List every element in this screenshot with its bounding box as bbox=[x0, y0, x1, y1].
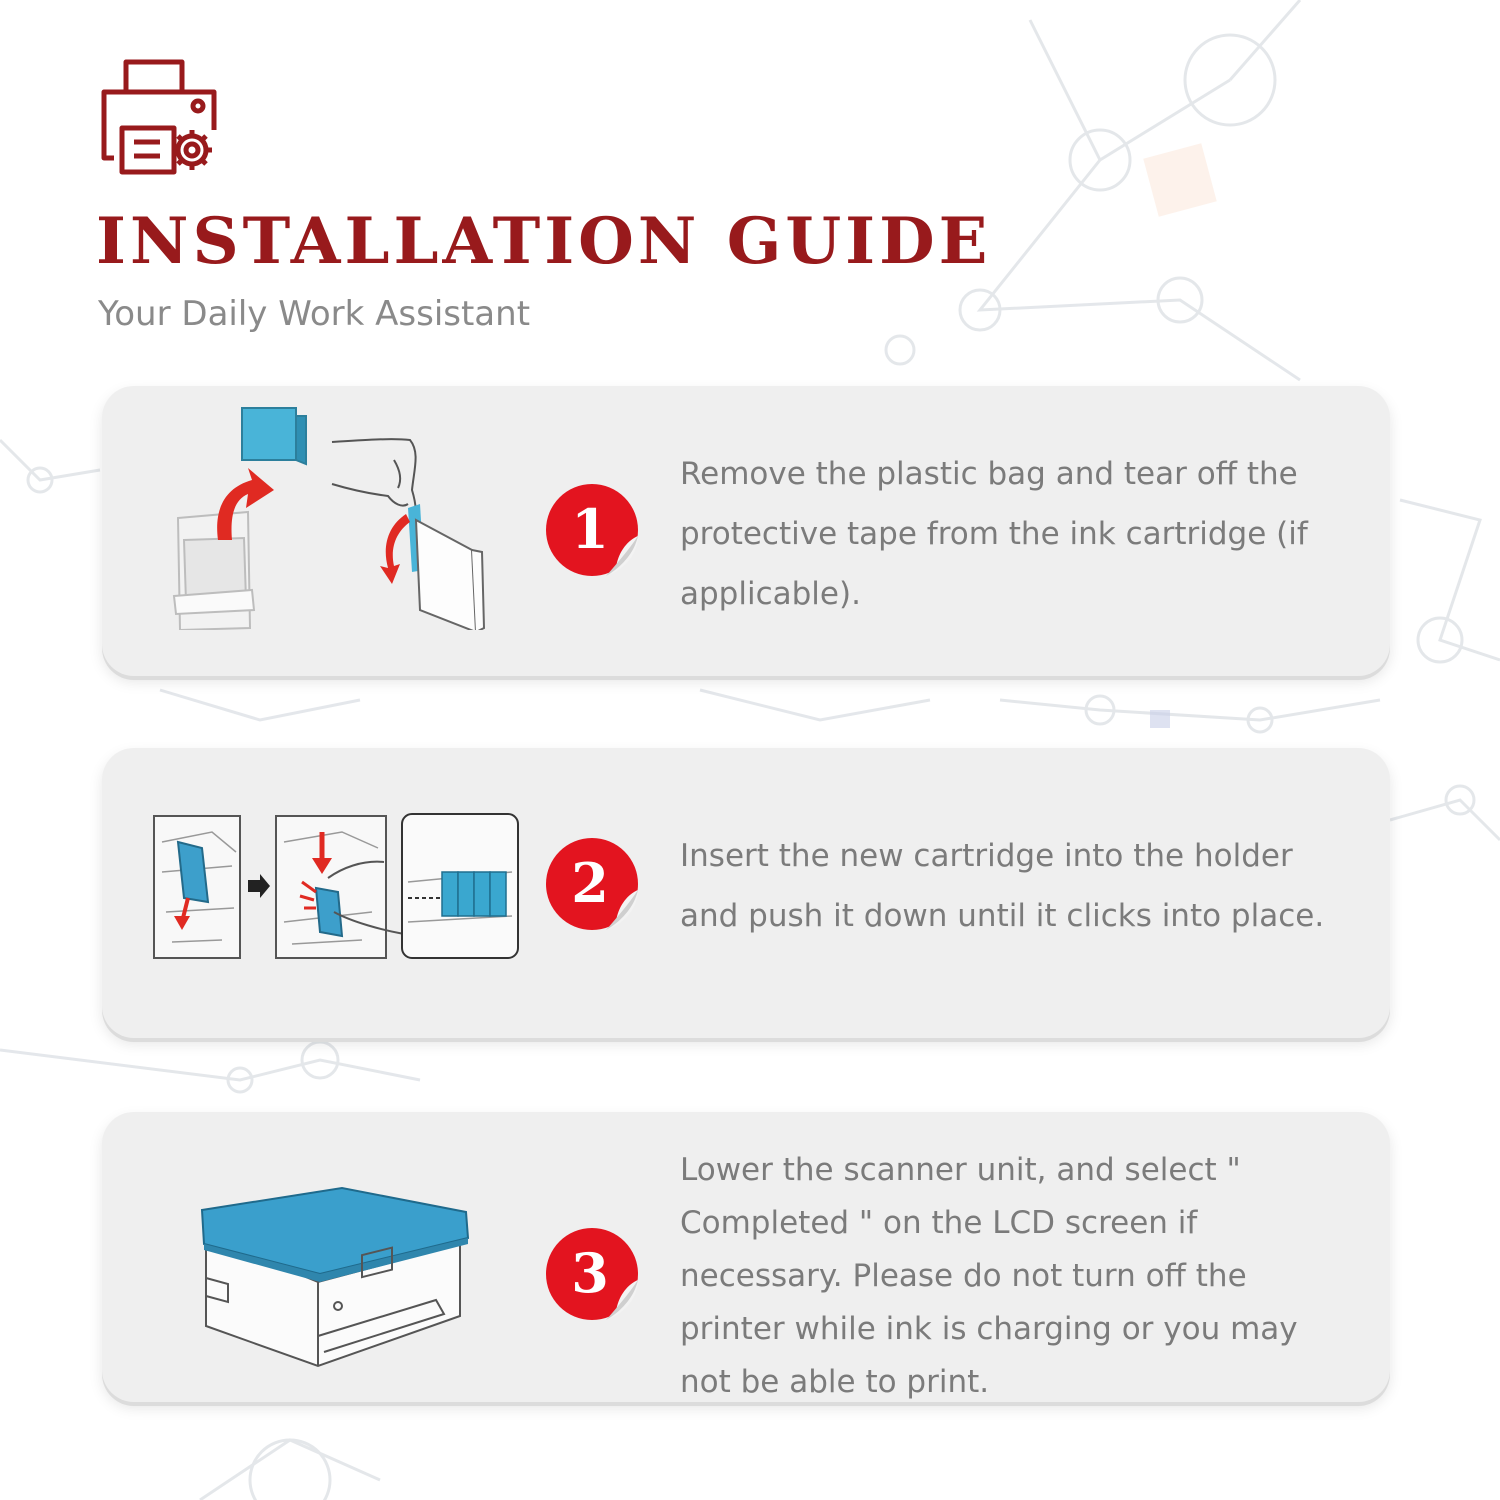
printer-close-illustration bbox=[198, 1186, 478, 1370]
step-card-2 bbox=[102, 748, 1390, 1038]
cartridge-insert-illustration bbox=[152, 812, 522, 962]
step-number-3: 3 bbox=[571, 1241, 609, 1305]
step-text-2: Insert the new cartridge into the holder and push it down until it clicks into place. bbox=[680, 838, 1325, 934]
page-title: INSTALLATION GUIDE bbox=[96, 204, 992, 279]
step-number-badge-2 bbox=[544, 836, 640, 932]
step-card-3 bbox=[102, 1112, 1390, 1402]
printer-gear-icon bbox=[98, 58, 222, 178]
page-subtitle: Your Daily Work Assistant bbox=[98, 294, 531, 334]
step-number-badge-3 bbox=[544, 1226, 640, 1322]
cartridge-unpack-illustration bbox=[162, 400, 502, 630]
step-text-1: Remove the plastic bag and tear off the protective tape from the ink cartridge (if applicable). bbox=[680, 456, 1308, 612]
step-number-2: 2 bbox=[571, 851, 609, 915]
step-number-badge-1 bbox=[544, 482, 640, 578]
step-text-3: Lower the scanner unit, and select " Completed " on the LCD screen if necessary. Please do not turn off the printer while ink is charging or you may not be able to print. bbox=[680, 1152, 1298, 1400]
step-number-1: 1 bbox=[571, 497, 609, 561]
step-card-1 bbox=[102, 386, 1390, 676]
